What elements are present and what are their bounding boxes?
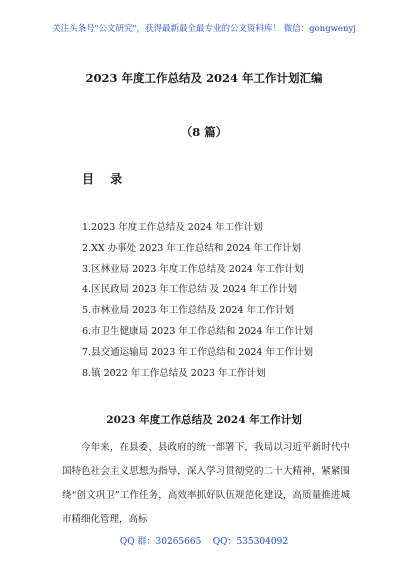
document-count: （8 篇） xyxy=(180,125,228,139)
toc-list xyxy=(82,218,382,384)
document-title: 2023 年度工作总结及 2024 年工作计划汇编 xyxy=(85,71,323,85)
toc-item[interactable]: 2.XX 办事处 2023 年工作总结和 2024 年工作计划 xyxy=(82,242,302,254)
toc-item[interactable]: 3.区林业局 2023 年度工作总结及 2024 年工作计划 xyxy=(82,263,304,275)
toc-item[interactable]: 5.市林业局 2023 年工作总结及 2024 年工作计划 xyxy=(82,305,294,317)
toc-item[interactable]: 7.县交通运输局 2023 年工作总结和 2024 年工作计划 xyxy=(82,346,313,358)
toc-item[interactable]: 8.镇 2022 年工作总结及 2023 年工作计划 xyxy=(82,367,266,379)
toc-item[interactable]: 6.市卫生健康局 2023 年工作总结和 2024 年工作计划 xyxy=(82,325,313,337)
body-paragraph: 今年来，在县委、县政府的统一部署下，我局以习近平新时代中国特色社会主义思想为指导，深入学习贯彻党的二十大精神，紧紧围绕“创文巩卫”工作任务，高效率抓好队伍规范化建设，高质量推进城市精细化管理，高标 xyxy=(62,442,350,525)
toc-heading: 目 录 xyxy=(82,172,129,186)
footer-contact: QQ 群：30265665 QQ：535304092 xyxy=(119,537,289,547)
section-title: 2023 年度工作总结及 2024 年工作计划 xyxy=(106,414,302,426)
toc-item[interactable]: 1.2023 年度工作总结及 2024 年工作计划 xyxy=(82,222,263,233)
header-note: 关注头条号"公文研究"，获得最新最全最专业的公文资料库！ 微信：gongwenyj xyxy=(52,24,356,34)
toc-item[interactable]: 4.区民政局 2023 年工作总结 及 2024 年工作计划 xyxy=(82,284,298,296)
